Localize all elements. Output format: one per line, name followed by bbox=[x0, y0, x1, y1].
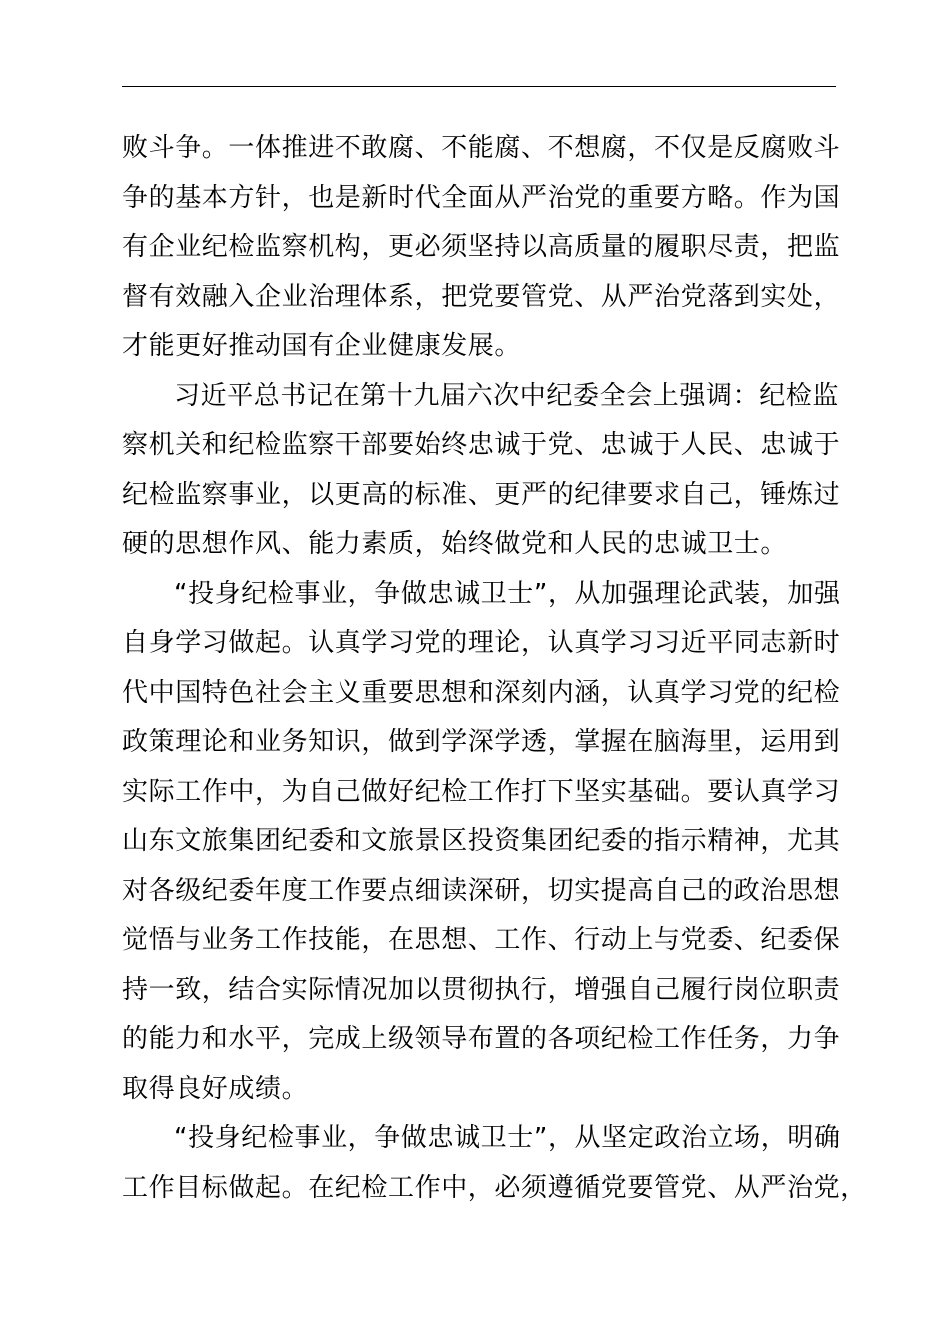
text-line: 代中国特色社会主义重要思想和深刻内涵，认真学习党的纪检 bbox=[122, 677, 841, 708]
text-line: 自身学习做起。认真学习党的理论，认真学习习近平同志新时 bbox=[122, 628, 841, 658]
text-line: 取得良好成绩。 bbox=[122, 1073, 309, 1104]
text-line: 败斗争。一体推进不敢腐、不能腐、不想腐，不仅是反腐败斗 bbox=[122, 133, 841, 163]
text-line: “投身纪检事业，争做忠诚卫士”，从加强理论武装，加强 bbox=[174, 578, 841, 609]
text-line: 争的基本方针，也是新时代全面从严治党的重要方略。作为国 bbox=[122, 182, 841, 213]
text-line: 持一致，结合实际情况加以贯彻执行，增强自己履行岗位职责 bbox=[122, 974, 841, 1005]
text-line: 实际工作中，为自己做好纪检工作打下坚实基础。要认真学习 bbox=[122, 776, 841, 807]
text-line: 工作目标做起。在纪检工作中，必须遵循党要管党、从严治党， bbox=[122, 1172, 867, 1203]
text-line: “投身纪检事业，争做忠诚卫士”，从坚定政治立场，明确 bbox=[174, 1123, 841, 1153]
text-line: 政策理论和业务知识，做到学深学透，掌握在脑海里，运用到 bbox=[122, 727, 841, 757]
text-line: 习近平总书记在第十九届六次中纪委全会上强调：纪检监 bbox=[174, 380, 840, 411]
text-line: 山东文旅集团纪委和文旅景区投资集团纪委的指示精神，尤其 bbox=[122, 826, 841, 856]
text-line: 纪检监察事业，以更高的标准、更严的纪律要求自己，锤炼过 bbox=[122, 479, 841, 510]
text-line: 有企业纪检监察机构，更必须坚持以高质量的履职尽责，把监 bbox=[122, 232, 841, 262]
text-line: 的能力和水平，完成上级领导布置的各项纪检工作任务，力争 bbox=[122, 1024, 841, 1054]
text-line: 硬的思想作风、能力素质，始终做党和人民的忠诚卫士。 bbox=[122, 529, 788, 559]
document-body bbox=[122, 124, 867, 1213]
text-line: 才能更好推动国有企业健康发展。 bbox=[122, 331, 522, 361]
text-line: 觉悟与业务工作技能，在思想、工作、行动上与党委、纪委保 bbox=[122, 925, 841, 955]
text-line: 对各级纪委年度工作要点细读深研，切实提高自己的政治思想 bbox=[122, 875, 841, 906]
text-line: 督有效融入企业治理体系，把党要管党、从严治党落到实处， bbox=[122, 281, 841, 312]
header-rule bbox=[122, 86, 836, 87]
text-line: 察机关和纪检监察干部要始终忠诚于党、忠诚于人民、忠诚于 bbox=[122, 430, 841, 460]
